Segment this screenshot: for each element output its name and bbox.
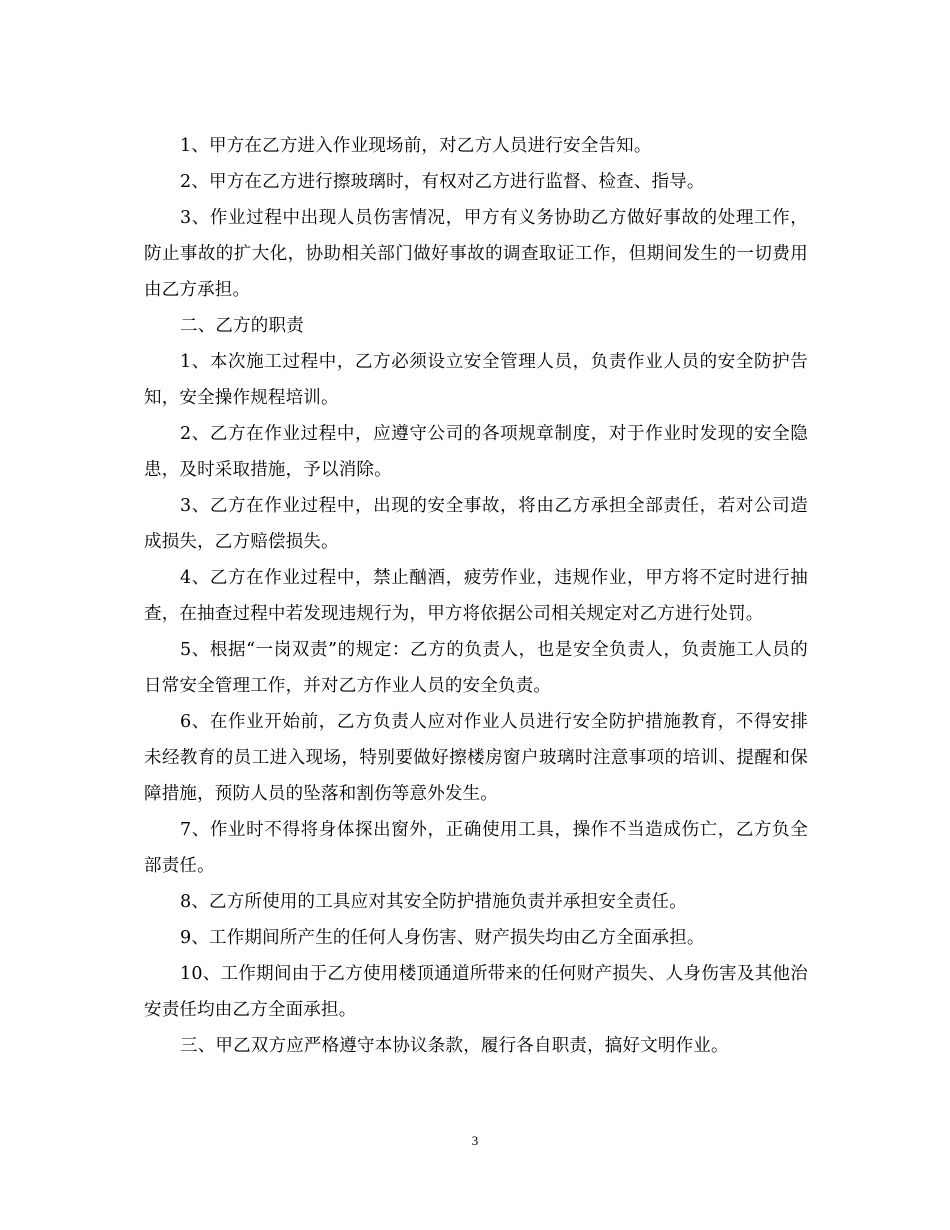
page-number: 3 — [471, 1133, 479, 1148]
paragraph-3: 3、作业过程中出现人员伤害情况，甲方有义务协助乙方做好事故的处理工作，防止事故的扩大化，协助相关部门做好事故的调查取证工作，但期间发生的一切费用由乙方承担。 — [144, 208, 808, 300]
paragraph-12: 8、乙方所使用的工具应对其安全防护措施负责并承担安全责任。 — [180, 892, 687, 912]
paragraph-1: 1、甲方在乙方进入作业现场前，对乙方人员进行安全告知。 — [180, 136, 652, 156]
paragraph-14: 10、工作期间由于乙方使用楼顶通道所带来的任何财产损失、人身伤害及其他治安责任均由乙方全面承担。 — [144, 964, 808, 1020]
paragraph-6: 2、乙方在作业过程中，应遵守公司的各项规章制度，对于作业时发现的安全隐患，及时采取措施，予以消除。 — [144, 424, 808, 480]
paragraph-11: 7、作业时不得将身体探出窗外，正确使用工具，操作不当造成伤亡，乙方负全部责任。 — [144, 820, 808, 876]
paragraph-2: 2、甲方在乙方进行擦玻璃时，有权对乙方进行监督、检查、指导。 — [180, 172, 705, 192]
document-body — [144, 128, 808, 1064]
paragraph-13: 9、工作期间所产生的任何人身伤害、财产损失均由乙方全面承担。 — [180, 928, 705, 948]
paragraph-9: 5、根据“一岗双责”的规定：乙方的负责人，也是安全负责人，负责施工人员的日常安全管理工作，并对乙方作业人员的安全负责。 — [144, 640, 808, 696]
paragraph-7: 3、乙方在作业过程中，出现的安全事故，将由乙方承担全部责任，若对公司造成损失，乙方赔偿损失。 — [144, 496, 808, 552]
paragraph-10: 6、在作业开始前，乙方负责人应对作业人员进行安全防护措施教育，不得安排未经教育的员工进入现场，特别要做好擦楼房窗户玻璃时注意事项的培训、提醒和保障措施，预防人员的坠落和割伤等意外发生。 — [144, 712, 808, 804]
paragraph-5: 1、本次施工过程中，乙方必须设立安全管理人员，负责作业人员的安全防护告知，安全操作规程培训。 — [144, 352, 808, 408]
section-heading-3: 三、甲乙双方应严格遵守本协议条款，履行各自职责，搞好文明作业。 — [180, 1036, 729, 1056]
paragraph-8: 4、乙方在作业过程中，禁止酗酒，疲劳作业，违规作业，甲方将不定时进行抽查，在抽查过程中若发现违规行为，甲方将依据公司相关规定对乙方进行处罚。 — [144, 568, 808, 624]
section-heading-2: 二、乙方的职责 — [180, 316, 304, 336]
